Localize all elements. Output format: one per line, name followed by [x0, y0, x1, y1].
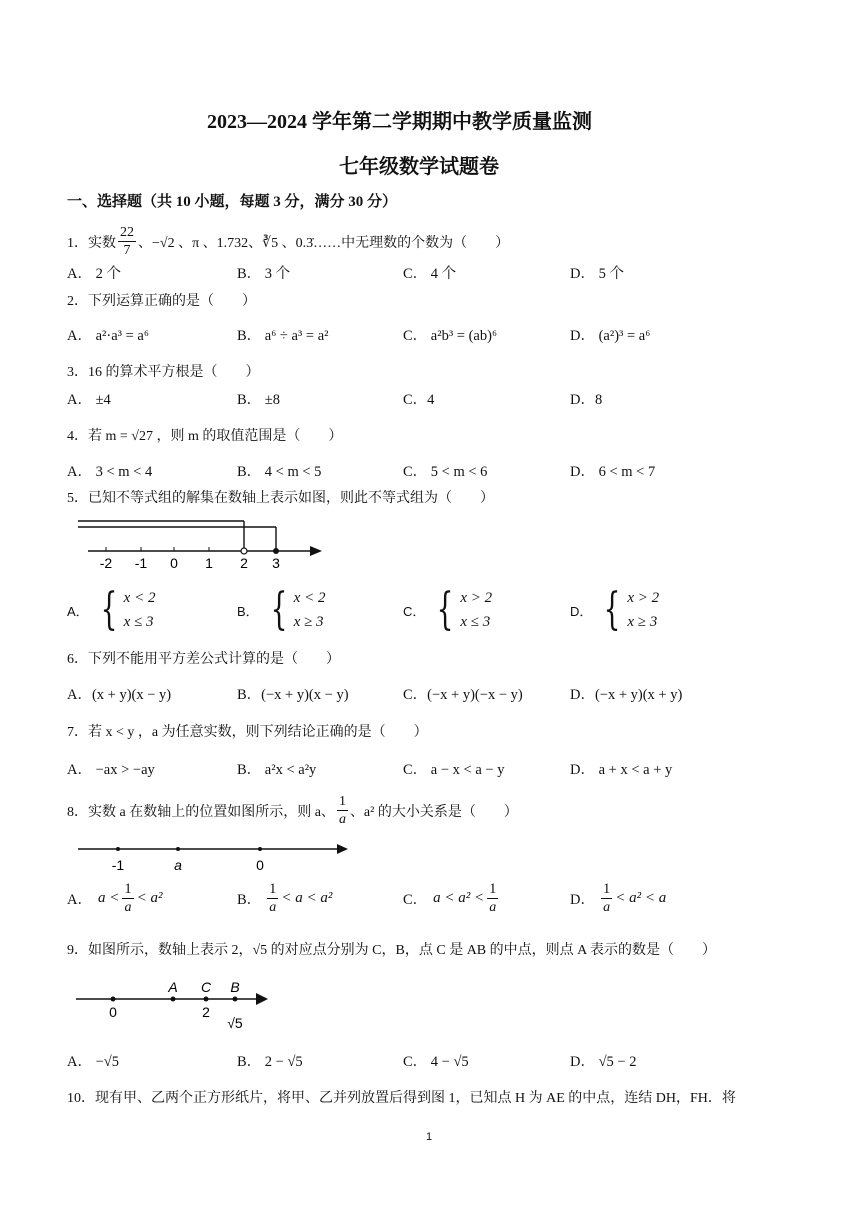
fraction	[601, 881, 612, 916]
question-1	[67, 224, 509, 259]
q2-option-c: C． a²b³ = (ab)⁶	[403, 328, 498, 344]
q2-option-d: D． (a²)³ = a⁶	[570, 328, 651, 344]
q8-number-line-figure	[78, 838, 353, 876]
q6-option-c: C．(−x + y)(−x − y)	[403, 687, 523, 703]
q5-option-c	[403, 586, 492, 634]
system-line-1: x < 2	[123, 590, 156, 606]
q5-axis-label: 3	[272, 555, 280, 571]
q5-axis-label: 0	[170, 555, 178, 571]
q2-option-b: B． a⁶ ÷ a³ = a²	[237, 328, 329, 344]
expr-pre: a <	[97, 890, 120, 906]
q9-point-label: A	[168, 979, 178, 995]
question-10: 10．现有甲、乙两个正方形纸片，将甲、乙并列放置后得到图 1，已知点 H 为 AE 的中点，连结 DH，FH．将	[67, 1091, 736, 1106]
system-line-1: x > 2	[460, 590, 493, 606]
q4-option-d: D． 6 < m < 7	[570, 464, 656, 480]
q9-axis-label: 0	[109, 1004, 117, 1020]
expr-post: < a² < a	[615, 890, 667, 906]
q9-axis-arrow	[256, 993, 268, 1005]
option-key: D．	[570, 603, 593, 619]
q8-point-0	[258, 847, 262, 851]
q8-axis-label: a	[174, 857, 182, 873]
q7-option-d: D． a + x < a + y	[570, 762, 673, 778]
fraction	[267, 881, 278, 916]
option-key: B．	[237, 603, 259, 619]
q7-option-b: B． a²x < a²y	[237, 762, 317, 778]
q9-point-label: B	[230, 979, 240, 995]
exam-subtitle: 七年级数学试题卷	[339, 156, 499, 178]
q5-axis-label: 1	[205, 555, 213, 571]
q9-point-a	[171, 997, 176, 1002]
q1-option-d: D． 5 个	[570, 266, 624, 282]
option-key: B．	[237, 892, 262, 908]
question-8-stem-a: 8．实数 a 在数轴上的位置如图所示，则 a、	[67, 804, 335, 820]
question-8-fraction	[337, 793, 348, 828]
q1-option-b: B． 3 个	[237, 266, 291, 282]
q5-axis-arrow	[310, 546, 322, 556]
q5-number-line-figure	[78, 515, 328, 575]
q5-solid-point-3	[273, 548, 279, 554]
system-line-1: x > 2	[627, 590, 660, 606]
fraction-numerator: 1	[269, 881, 277, 897]
question-1-stem-a: 1．实数	[67, 235, 116, 251]
system-line-2: x ≥ 3	[627, 614, 658, 630]
exam-title: 2023—2024 学年第二学期期中教学质量监测	[207, 111, 592, 133]
fraction-numerator: 1	[338, 794, 346, 809]
option-key: D．	[570, 892, 595, 908]
section-heading: 一、选择题（共 10 小题，每题 3 分，满分 30 分）	[67, 194, 398, 210]
system-line-1: x < 2	[293, 590, 326, 606]
fraction-denominator: a	[124, 900, 132, 915]
q4-option-a: A． 3 < m < 4	[67, 464, 153, 480]
option-key: C．	[403, 603, 426, 619]
q8-option-c	[403, 881, 498, 916]
option-key: A．	[67, 892, 92, 908]
fraction-denominator: a	[603, 900, 611, 915]
q3-option-b: B． ±8	[237, 392, 281, 408]
expr-pre: a < a² <	[433, 890, 485, 906]
fraction-denominator: 7	[123, 243, 131, 258]
fraction-numerator: 22	[120, 225, 134, 240]
q4-option-c: C． 5 < m < 6	[403, 464, 488, 480]
q5-open-point-2	[241, 548, 247, 554]
option-key: C．	[403, 892, 428, 908]
question-2: 2．下列运算正确的是（ ）	[67, 294, 256, 309]
question-3: 3．16 的算术平方根是（ ）	[67, 365, 260, 380]
question-8-stem-b: 、a² 的大小关系是（ ）	[349, 804, 518, 820]
q6-option-b: B．(−x + y)(x − y)	[237, 687, 349, 703]
q8-point-minus-1	[116, 847, 120, 851]
q8-option-d	[570, 881, 666, 916]
fraction	[487, 881, 498, 916]
q5-axis-label: 2	[240, 555, 248, 571]
q9-axis-label: √5	[227, 1015, 243, 1031]
question-6: 6．下列不能用平方差公式计算的是（ ）	[67, 652, 340, 667]
question-5: 5．已知不等式组的解集在数轴上表示如图，则此不等式组为（ ）	[67, 491, 494, 506]
question-1-fraction	[118, 224, 136, 259]
system-line-2: x ≤ 3	[123, 614, 154, 630]
expr-post: < a²	[136, 890, 163, 906]
q9-point-c	[204, 997, 209, 1002]
fraction-numerator: 1	[602, 881, 611, 897]
q3-option-c: C．4	[403, 392, 435, 408]
fraction	[122, 881, 133, 916]
q9-point-0	[111, 997, 116, 1002]
q1-option-a: A． 2 个	[67, 266, 121, 282]
q5-option-d	[570, 586, 659, 634]
q8-axis-label: 0	[256, 857, 264, 873]
q7-option-a: A． −ax > −ay	[67, 762, 155, 778]
q9-point-b	[233, 997, 238, 1002]
q7-option-c: C． a − x < a − y	[403, 762, 505, 778]
q5-option-b	[237, 586, 325, 634]
q9-option-d: D． √5 − 2	[570, 1054, 637, 1070]
system-line-2: x ≤ 3	[460, 614, 491, 630]
brace-icon: {	[436, 584, 454, 635]
q9-option-a: A． −√5	[67, 1054, 119, 1070]
q9-option-b: B． 2 − √5	[237, 1054, 303, 1070]
question-8	[67, 793, 518, 828]
q8-option-b	[237, 881, 332, 916]
q8-point-a	[176, 847, 180, 851]
q2-option-a: A． a²·a³ = a⁶	[67, 328, 149, 344]
q9-point-label: C	[200, 979, 212, 995]
fraction-denominator: a	[489, 900, 497, 915]
option-key: A．	[67, 603, 89, 619]
q8-axis-arrow	[337, 844, 348, 854]
q1-option-c: C． 4 个	[403, 266, 457, 282]
q6-option-d: D．(−x + y)(x + y)	[570, 687, 683, 703]
q9-number-line-figure	[76, 977, 276, 1033]
q6-option-a: A．(x + y)(x − y)	[67, 687, 172, 703]
page-number: 1	[426, 1131, 433, 1143]
q9-option-c: C． 4 − √5	[403, 1054, 469, 1070]
question-7: 7．若 x < y ，a 为任意实数，则下列结论正确的是（ ）	[67, 725, 428, 740]
brace-icon: {	[100, 584, 118, 635]
q3-option-d: D．8	[570, 392, 603, 408]
q5-option-a	[67, 586, 155, 634]
system-line-2: x ≥ 3	[293, 614, 324, 630]
q9-axis-label: 2	[202, 1004, 210, 1020]
brace-icon: {	[270, 584, 288, 635]
q8-axis-label: -1	[111, 857, 125, 873]
q4-option-b: B． 4 < m < 5	[237, 464, 322, 480]
fraction-numerator: 1	[489, 881, 497, 897]
q5-axis-label: -2	[99, 555, 113, 571]
expr-post: < a < a²	[281, 890, 333, 906]
fraction-denominator: a	[338, 812, 346, 827]
question-1-stem-b: 、−√2 、π 、1.732、∛5 、0.3̇……中无理数的个数为（ ）	[138, 235, 510, 251]
fraction-numerator: 1	[124, 881, 132, 897]
fraction-denominator: a	[269, 900, 277, 915]
q8-option-a	[67, 881, 162, 916]
question-4: 4．若 m = √27 ，则 m 的取值范围是（ ）	[67, 429, 343, 444]
question-9: 9．如图所示，数轴上表示 2，√5 的对应点分别为 C，B，点 C 是 AB 的中点，则点 A 表示的数是（ ）	[67, 943, 716, 958]
q3-option-a: A． ±4	[67, 392, 111, 408]
q5-axis-label: -1	[134, 555, 148, 571]
brace-icon: {	[603, 584, 621, 635]
